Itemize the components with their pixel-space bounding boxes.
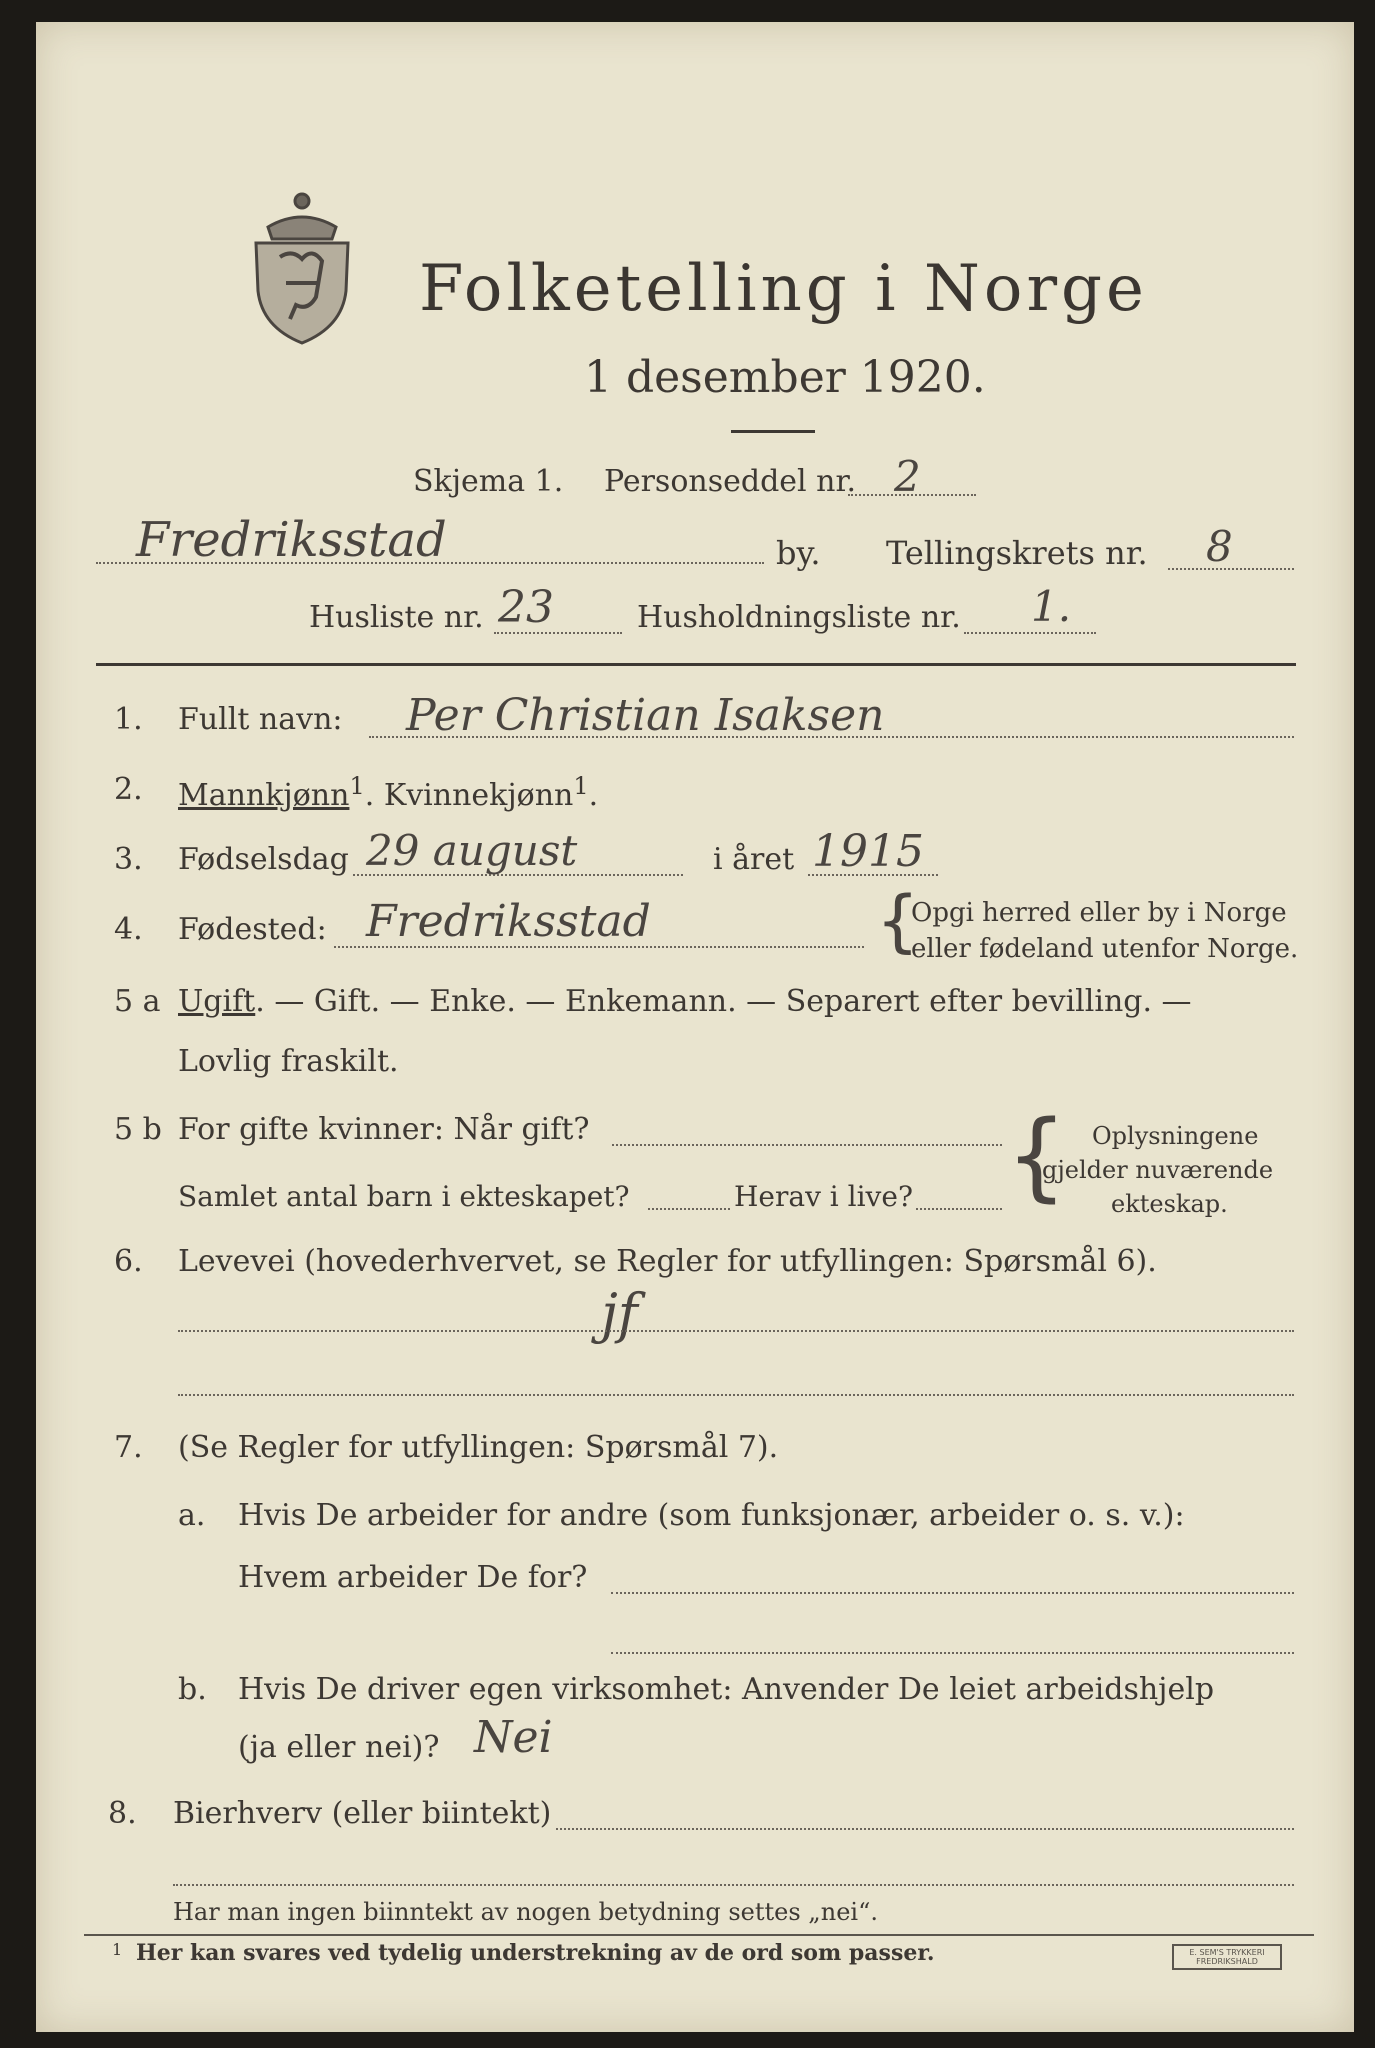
q5b-alive-line (916, 1208, 1002, 1210)
census-form-sheet (36, 22, 1354, 2032)
q6-occupation-value: jf (601, 1282, 638, 1345)
q5a-fraskilt-option: Lovlig fraskilt. (178, 1044, 399, 1079)
q5b-children-line (648, 1208, 730, 1210)
q6-line1 (178, 1330, 1294, 1332)
q4-note-line2: eller fødeland utenfor Norge. (911, 934, 1299, 964)
q7b-answer-value: Nei (474, 1712, 553, 1763)
husliste-label: Husliste nr. (309, 600, 484, 635)
norway-coat-of-arms-icon (246, 187, 358, 347)
q3-birthdate-value: 29 august (366, 826, 578, 875)
tellingskrets-label: Tellingskrets nr. (886, 534, 1148, 572)
q3-label: Fødselsdag (178, 842, 349, 877)
q5b-note-line2: gjelder nuværende (1042, 1156, 1274, 1184)
q7b-letter: b. (178, 1672, 207, 1707)
q4-note-line1: Opgi herred eller by i Norge (911, 898, 1287, 928)
q7-number: 7. (114, 1430, 143, 1465)
q5b-alive-label: Herav i live? (734, 1180, 913, 1213)
header-rule (96, 663, 1296, 666)
q2-kvinne-option: Kvinnekjønn (383, 778, 574, 813)
husliste-value: 23 (498, 582, 554, 633)
husholdning-value: 1. (1031, 582, 1072, 631)
q8-label: Bierhverv (eller biintekt) (173, 1796, 552, 1831)
tellingskrets-value: 8 (1206, 522, 1233, 571)
q8-number: 8. (108, 1796, 137, 1831)
husholdning-line (964, 632, 1096, 634)
q7a-letter: a. (178, 1498, 206, 1533)
q5b-number: 5 b (114, 1112, 162, 1147)
q1-full-name-value: Per Christian Isaksen (406, 690, 885, 741)
q5b-married-label: For gifte kvinner: Når gift? (178, 1112, 590, 1147)
q2-mann-option-underlined: Mannkjønn (178, 778, 350, 813)
q5b-children-label: Samlet antal barn i ekteskapet? (178, 1180, 630, 1213)
q7a-employer-line2 (611, 1652, 1294, 1654)
q3-number: 3. (114, 842, 143, 877)
q2-sex-options: Mannkjønn$^1$. Kvinnekjønn$^1$. (178, 772, 599, 813)
q5b-note-line3: ekteskap. (1111, 1190, 1228, 1218)
printer-stamp: E. SEM'S TRYKKERI FREDRIKSHALD (1172, 1944, 1282, 1970)
q3-year-label: i året (713, 842, 795, 877)
q5b-note-line1: Oplysningene (1092, 1122, 1259, 1150)
q2-number: 2. (114, 772, 143, 807)
q1-number: 1. (114, 702, 143, 737)
husholdning-label: Husholdningsliste nr. (637, 600, 961, 635)
personseddel-value: 2 (894, 452, 921, 501)
q1-label: Fullt navn: (178, 702, 343, 737)
q5a-other-options: — Gift. — Enke. — Enkemann. — Separert efter bevilling. — (274, 984, 1192, 1019)
footnote-mark: 1 (112, 1940, 123, 1959)
footnote-text: Her kan svares ved tydelig understrekning av de ord som passer. (136, 1940, 935, 1966)
q4-brace: { (876, 882, 920, 961)
skjema-label: Skjema 1. (413, 464, 564, 499)
q5a-number: 5 a (114, 984, 161, 1019)
q4-number: 4. (114, 912, 143, 947)
q5b-brace: { (1006, 1100, 1068, 1212)
q7b-yes-no-label: (ja eller nei)? (238, 1730, 440, 1765)
q8-note: Har man ingen biinntekt av nogen betydning settes „nei“. (173, 1898, 878, 1926)
footnote-rule (84, 1934, 1314, 1936)
q5b-married-line (612, 1144, 1002, 1146)
q7a-employer-label: Hvem arbeider De for? (238, 1560, 588, 1595)
q7a-question: Hvis De arbeider for andre (som funksjonær, arbeider o. s. v.): (238, 1498, 1185, 1533)
q8-line2 (173, 1884, 1294, 1886)
form-title: Folketelling i Norge (419, 252, 1148, 326)
q7b-question: Hvis De driver egen virksomhet: Anvender De leiet arbeidshjelp (238, 1672, 1215, 1707)
city-value: Fredriksstad (136, 512, 447, 568)
q6-number: 6. (114, 1244, 143, 1279)
q7-label: (Se Regler for utfyllingen: Spørsmål 7). (178, 1430, 779, 1465)
q4-birthplace-value: Fredriksstad (366, 896, 651, 947)
personseddel-label: Personseddel nr. (604, 464, 857, 499)
q3-year-value: 1915 (812, 826, 924, 877)
by-label: by. (776, 534, 821, 572)
title-divider (731, 430, 815, 433)
q5a-ugift-option-underlined: Ugift (178, 984, 256, 1019)
q5a-options: Ugift. — Gift. — Enke. — Enkemann. — Separert efter bevilling. — (178, 984, 1192, 1019)
q7a-employer-line1 (611, 1592, 1294, 1594)
q6-label: Levevei (hovederhvervet, se Regler for utfyllingen: Spørsmål 6). (178, 1244, 1157, 1279)
q6-line2 (178, 1394, 1294, 1396)
census-date: 1 desember 1920. (584, 352, 986, 403)
q8-line1 (556, 1828, 1294, 1830)
q4-label: Fødested: (178, 912, 327, 947)
